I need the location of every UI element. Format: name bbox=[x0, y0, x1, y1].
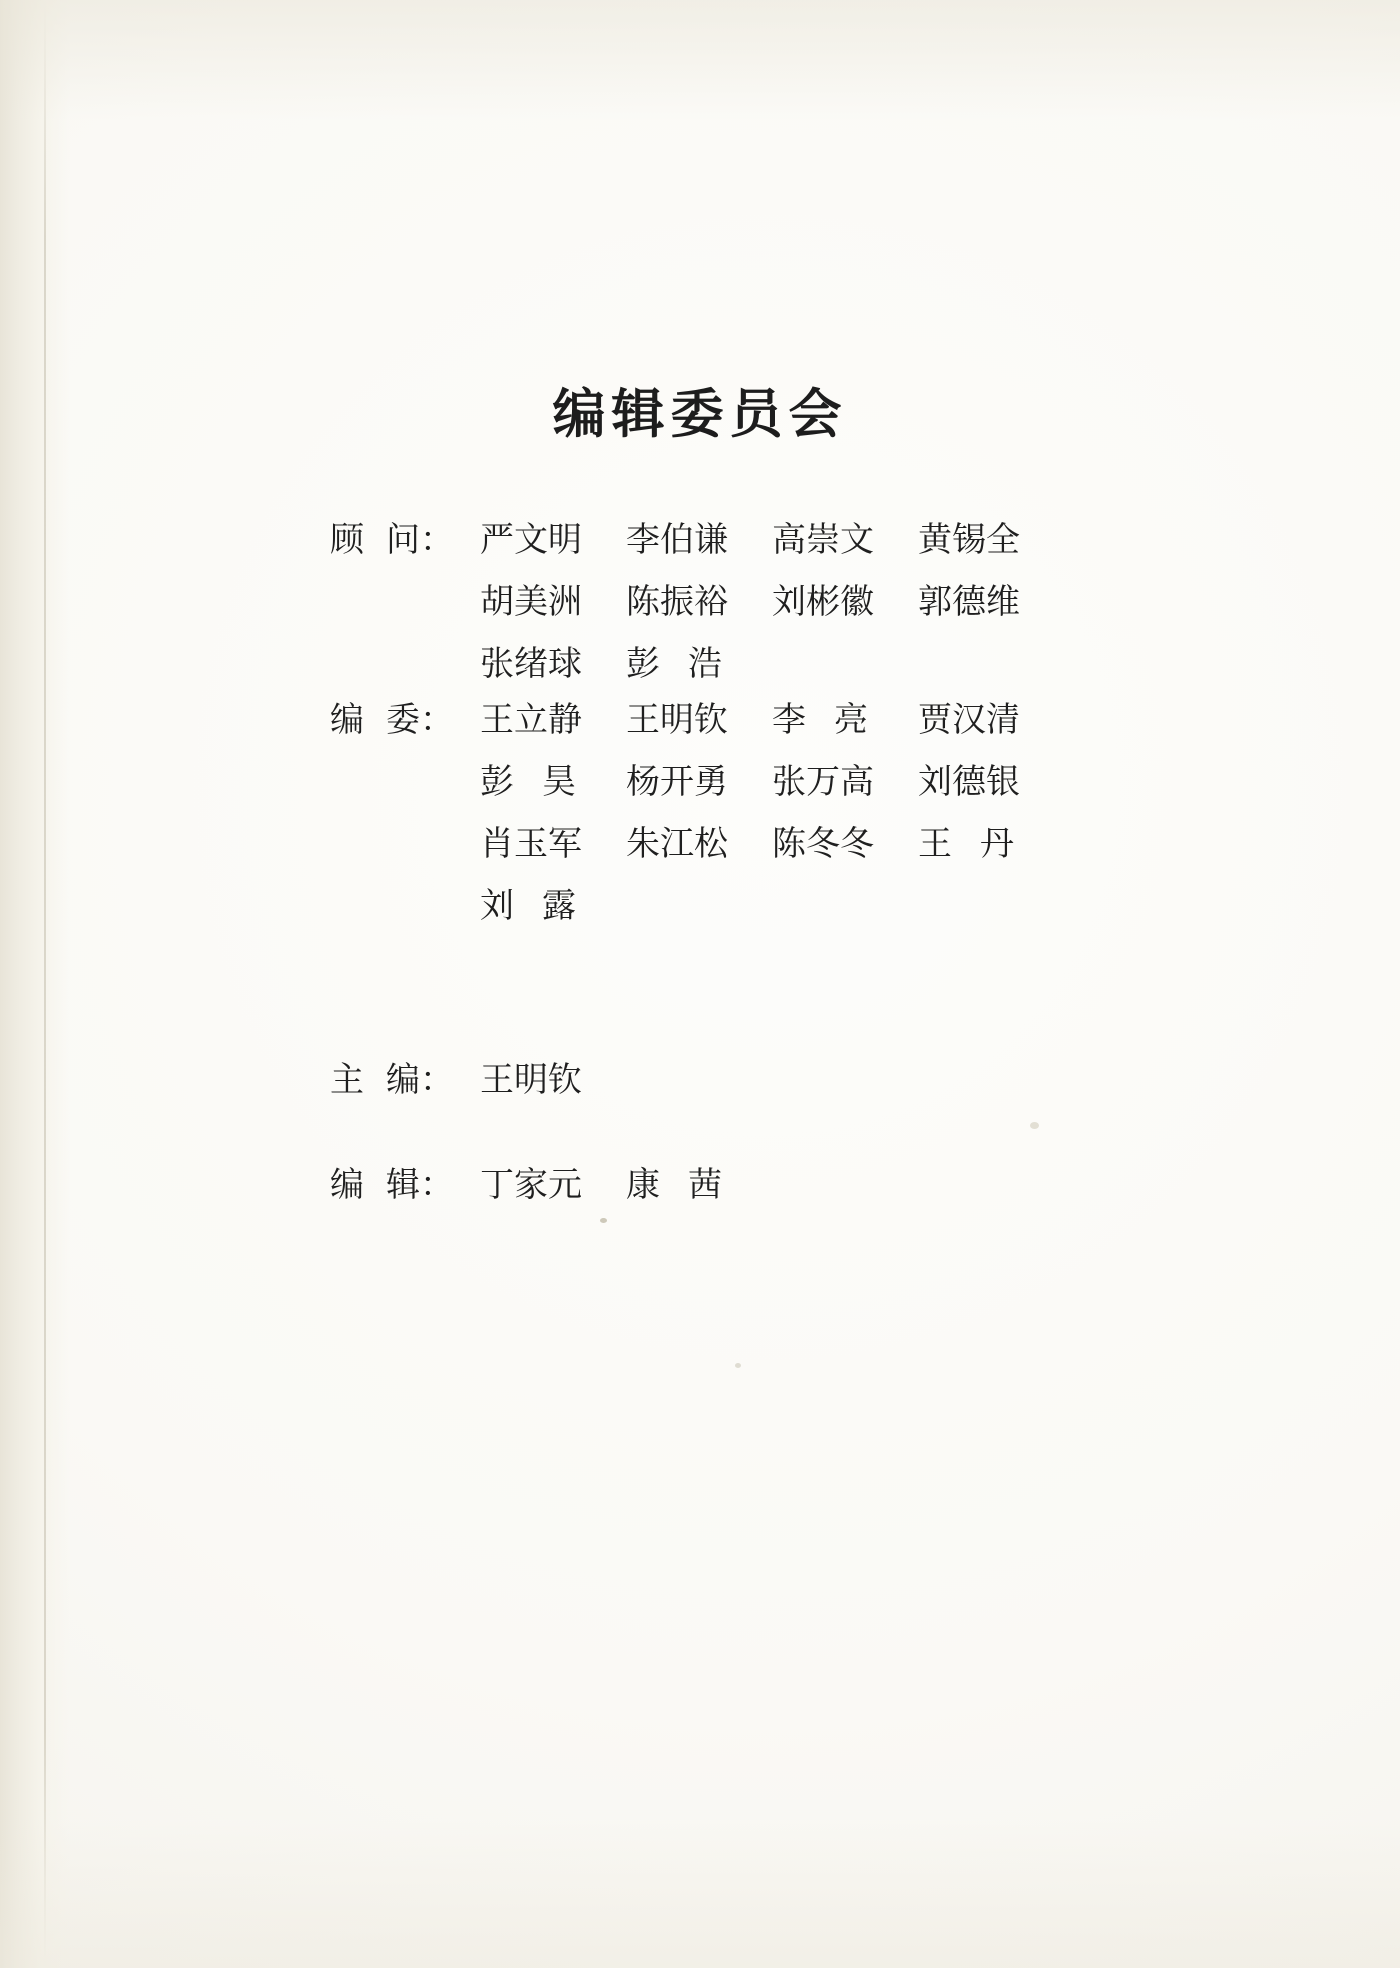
name-row bbox=[480, 876, 1064, 938]
person-name: 李亮 bbox=[772, 702, 896, 739]
name-row bbox=[480, 510, 1064, 572]
person-name: 王丹 bbox=[918, 826, 1042, 863]
person-name: 贾汉清 bbox=[918, 702, 1020, 739]
person-name: 郭德维 bbox=[918, 584, 1020, 621]
name-rows-consultants bbox=[480, 510, 1064, 696]
person-name: 王立静 bbox=[480, 702, 582, 739]
person-name: 康茜 bbox=[626, 1167, 750, 1204]
person-name: 严文明 bbox=[480, 522, 582, 559]
person-name: 王明钦 bbox=[626, 702, 728, 739]
name-rows-editor-in-chief bbox=[480, 1050, 626, 1112]
name-rows-committee bbox=[480, 690, 1064, 938]
section-label-prefix: 编 bbox=[330, 702, 386, 739]
section-label-prefix: 主 bbox=[330, 1062, 386, 1099]
scan-speck bbox=[1030, 1122, 1039, 1129]
page-title: 编辑委员会 bbox=[552, 383, 848, 445]
person-name: 胡美洲 bbox=[480, 584, 582, 621]
scan-speck bbox=[600, 1218, 607, 1223]
name-rows-editors bbox=[480, 1155, 772, 1217]
name-row bbox=[480, 1155, 772, 1217]
name-row bbox=[480, 814, 1064, 876]
section-label-editors bbox=[330, 1155, 480, 1217]
section-committee bbox=[330, 690, 1064, 938]
person-name: 张绪球 bbox=[480, 646, 582, 683]
name-row bbox=[480, 634, 1064, 696]
person-name: 陈振裕 bbox=[626, 584, 728, 621]
person-name: 黄锡全 bbox=[918, 522, 1020, 559]
section-label-committee bbox=[330, 690, 480, 752]
name-row bbox=[480, 690, 1064, 752]
person-name: 刘德银 bbox=[918, 764, 1020, 801]
scan-speck bbox=[735, 1363, 741, 1368]
person-name: 丁家元 bbox=[480, 1167, 582, 1204]
section-label-prefix: 编 bbox=[330, 1167, 386, 1204]
name-row bbox=[480, 752, 1064, 814]
section-label-prefix: 顾 bbox=[330, 522, 386, 559]
section-label-suffix: 问： bbox=[386, 522, 454, 559]
person-name: 王明钦 bbox=[480, 1062, 582, 1099]
section-consultants bbox=[330, 510, 1064, 696]
person-name: 朱江松 bbox=[626, 826, 728, 863]
person-name: 彭浩 bbox=[626, 646, 750, 683]
person-name: 陈冬冬 bbox=[772, 826, 874, 863]
person-name: 高崇文 bbox=[772, 522, 874, 559]
person-name: 李伯谦 bbox=[626, 522, 728, 559]
person-name: 刘彬徽 bbox=[772, 584, 874, 621]
name-row bbox=[480, 1050, 626, 1112]
section-label-suffix: 辑： bbox=[386, 1167, 454, 1204]
person-name: 肖玉军 bbox=[480, 826, 582, 863]
section-label-suffix: 编： bbox=[386, 1062, 454, 1099]
section-label-editor-in-chief bbox=[330, 1050, 480, 1112]
person-name: 张万高 bbox=[772, 764, 874, 801]
person-name: 杨开勇 bbox=[626, 764, 728, 801]
section-label-suffix: 委： bbox=[386, 702, 454, 739]
section-editors bbox=[330, 1155, 772, 1217]
person-name: 刘露 bbox=[480, 888, 604, 925]
section-label-consultants bbox=[330, 510, 480, 572]
name-row bbox=[480, 572, 1064, 634]
person-name: 彭昊 bbox=[480, 764, 604, 801]
section-editor-in-chief bbox=[330, 1050, 626, 1112]
